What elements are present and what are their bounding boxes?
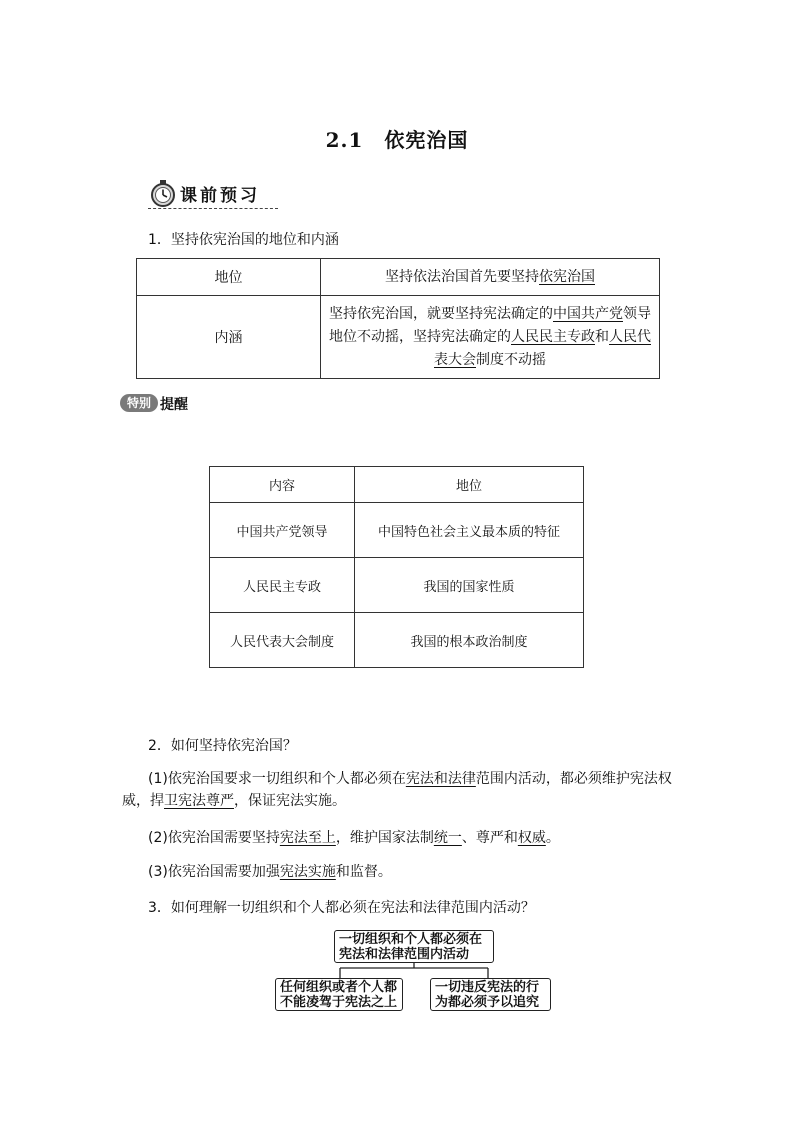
tip-label: 提醒	[160, 397, 188, 413]
diagram-box-top	[334, 930, 494, 963]
answer-2-2-text-1: (2)依宪治国需要坚持	[148, 830, 280, 846]
answer-2-2-text-3: 、尊严和	[461, 830, 518, 846]
answer-2-1-text-1: (1)依宪治国要求一切组织和个人都必须在	[148, 771, 406, 787]
answer-2-3-blank-1: 宪法实施	[279, 864, 336, 880]
answer-2-3-text-2: 和监督。	[335, 864, 392, 880]
diagram-box-left-line-2: 不能凌驾于宪法之上	[280, 995, 398, 1010]
q1-table-row-connotation	[137, 296, 660, 379]
answer-2-2-blank-3: 权威	[517, 830, 546, 846]
q1-row2-label: 内涵	[137, 296, 321, 379]
section-header	[148, 178, 280, 210]
tip-table-header-position: 地位	[355, 467, 584, 503]
diagram-box-right-line-2: 为都必须予以追究	[435, 995, 540, 1010]
q1-row2-answer-2: 人民民主专政	[511, 328, 595, 345]
question-3-heading: 3．如何理解一切组织和个人都必须在宪法和法律范围内活动？	[148, 900, 535, 916]
q1-row2-answer-3: 人民代表大会	[434, 328, 651, 368]
q1-row1-label: 地位	[137, 259, 321, 296]
question-1-heading: 1．坚持依宪治国的地位和内涵	[148, 232, 339, 248]
question-2-heading: 2．如何坚持依宪治国？	[148, 738, 297, 754]
answer-2-1-blank-2: 卫宪法尊严	[164, 793, 234, 809]
flow-diagram	[270, 928, 560, 1018]
tip-table-cell: 我国的根本政治制度	[355, 613, 584, 668]
q1-row1-content	[321, 259, 660, 296]
tip-header	[120, 393, 210, 415]
q1-table	[136, 258, 660, 379]
page-title: 2.1 依宪治国	[325, 128, 469, 152]
answer-2-2-blank-2: 统一	[433, 830, 462, 846]
answer-2-2-text-4: 。	[545, 830, 560, 846]
diagram-box-top-line-1: 一切组织和个人都必须在	[339, 932, 483, 947]
tip-table-header-content: 内容	[210, 467, 355, 503]
stopwatch-icon	[148, 178, 178, 208]
section-header-rule	[148, 208, 278, 209]
section-header-label: 课前预习	[180, 186, 260, 206]
q1-row2-text-4: 制度不动摇	[476, 351, 546, 368]
q1-row2-text-3: 和	[595, 328, 609, 345]
answer-2-2-blank-1: 宪法至上	[279, 830, 336, 846]
tip-table-row	[210, 503, 584, 558]
tip-table-cell: 人民民主专政	[210, 558, 355, 613]
tip-badge: 特别	[120, 394, 158, 412]
q1-row2-answer-1: 中国共产党	[553, 305, 623, 322]
answer-2-1-text-2: 范围内活动，都必须维护宪法权威，捍	[122, 771, 672, 809]
answer-2-1-text-3: ，保证宪法实施。	[234, 793, 346, 809]
diagram-box-right-line-1: 一切违反宪法的行	[435, 980, 540, 995]
diagram-box-top-line-2: 宪法和法律范围内活动	[339, 947, 470, 962]
q1-row1-text: 坚持依法治国首先要坚持	[385, 268, 539, 285]
q1-row2-content	[321, 296, 660, 379]
tip-table-cell: 我国的国家性质	[355, 558, 584, 613]
tip-table-row	[210, 613, 584, 668]
tip-table-header-row	[210, 467, 584, 503]
answer-2-paragraph-1	[122, 768, 678, 812]
answer-2-1-blank-1: 宪法和法律	[405, 771, 476, 787]
tip-table-cell: 中国特色社会主义最本质的特征	[355, 503, 584, 558]
tip-table-row	[210, 558, 584, 613]
q1-table-row-position	[137, 259, 660, 296]
answer-2-3-text-1: (3)依宪治国需要加强	[148, 864, 280, 880]
diagram-box-left-line-1: 任何组织或者个人都	[280, 980, 398, 995]
q1-row2-text-1: 坚持依宪治国，就要坚持宪法确定的	[329, 305, 553, 322]
answer-2-2-text-2: ，维护国家法制	[335, 830, 434, 846]
tip-table	[209, 466, 584, 668]
diagram-box-left	[275, 978, 403, 1011]
answer-2-paragraph-2	[148, 827, 560, 849]
tip-table-cell: 中国共产党领导	[210, 503, 355, 558]
q1-row2-text-2: 领导地位不动摇，坚持宪法确定的	[329, 305, 651, 345]
q1-row1-answer: 依宪治国	[539, 268, 595, 285]
tip-table-cell: 人民代表大会制度	[210, 613, 355, 668]
diagram-box-right	[430, 978, 551, 1011]
answer-2-paragraph-3	[148, 861, 392, 883]
